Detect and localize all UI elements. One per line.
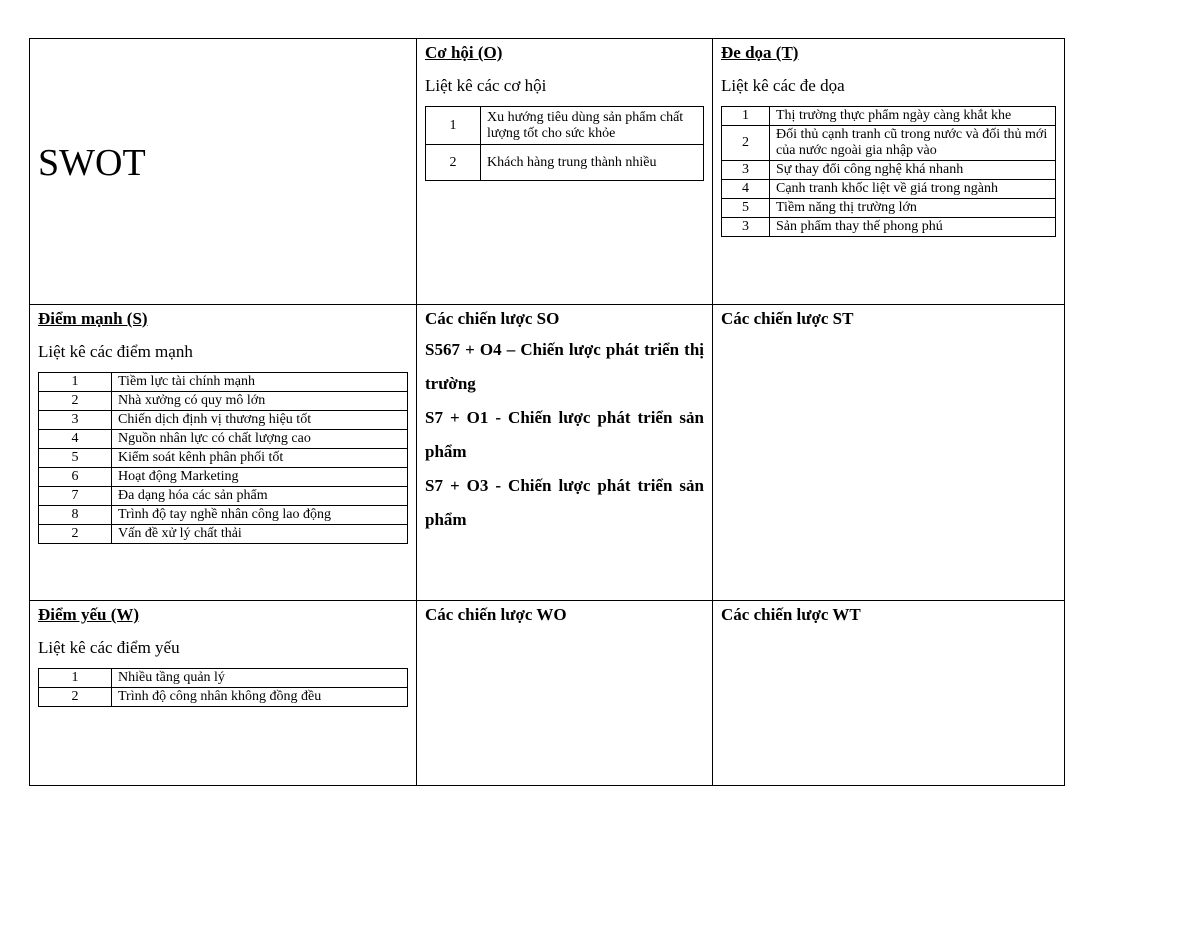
threats-heading: Đe dọa (T) xyxy=(721,43,799,62)
table-row xyxy=(39,669,408,688)
opportunities-cell xyxy=(417,39,713,305)
table-row xyxy=(39,525,408,544)
item-text: Nhà xưởng có quy mô lớn xyxy=(112,392,408,411)
table-row xyxy=(722,180,1056,199)
item-text: Đa dạng hóa các sản phẩm xyxy=(112,487,408,506)
table-row xyxy=(722,218,1056,237)
item-number: 3 xyxy=(722,161,770,180)
table-row xyxy=(39,468,408,487)
item-text: Thị trường thực phẩm ngày càng khắt khe xyxy=(770,107,1056,126)
strengths-cell xyxy=(30,305,417,601)
wt-heading: Các chiến lược WT xyxy=(721,605,861,624)
so-strategy-line: S7 + O3 - Chiến lược phát triển sản phẩm xyxy=(425,476,704,529)
item-number: 3 xyxy=(722,218,770,237)
item-number: 8 xyxy=(39,506,112,525)
item-text: Sản phẩm thay thế phong phú xyxy=(770,218,1056,237)
item-text: Kiểm soát kênh phân phối tốt xyxy=(112,449,408,468)
weaknesses-subheading: Liệt kê các điểm yếu xyxy=(38,638,180,657)
threats-subheading: Liệt kê các đe dọa xyxy=(721,76,845,95)
item-number: 2 xyxy=(39,688,112,707)
item-number: 5 xyxy=(39,449,112,468)
opportunities-heading: Cơ hội (O) xyxy=(425,43,503,62)
item-number: 2 xyxy=(39,392,112,411)
weaknesses-cell xyxy=(30,601,417,786)
st-heading: Các chiến lược ST xyxy=(721,309,854,328)
item-text: Xu hướng tiêu dùng sản phẩm chất lượng tốt cho sức khỏe xyxy=(481,107,704,145)
strengths-table xyxy=(38,372,408,544)
table-row xyxy=(39,449,408,468)
table-row xyxy=(39,411,408,430)
table-row xyxy=(426,107,704,145)
threats-cell xyxy=(713,39,1065,305)
so-strategy-list xyxy=(425,333,704,537)
opportunities-table xyxy=(425,106,704,181)
opportunities-subheading: Liệt kê các cơ hội xyxy=(425,76,547,95)
item-number: 7 xyxy=(39,487,112,506)
wo-strategies-cell xyxy=(417,601,713,786)
so-strategies-cell xyxy=(417,305,713,601)
table-row xyxy=(39,430,408,449)
item-text: Vấn đề xử lý chất thải xyxy=(112,525,408,544)
item-text: Tiềm lực tài chính mạnh xyxy=(112,373,408,392)
so-strategy-line: S7 + O1 - Chiến lược phát triển sản phẩm xyxy=(425,408,704,461)
swot-title: SWOT xyxy=(38,141,146,184)
table-row xyxy=(39,373,408,392)
weaknesses-heading: Điểm yếu (W) xyxy=(38,605,140,624)
table-row xyxy=(39,506,408,525)
item-text: Cạnh tranh khốc liệt về giá trong ngành xyxy=(770,180,1056,199)
item-number: 2 xyxy=(39,525,112,544)
table-row xyxy=(722,107,1056,126)
item-text: Nhiều tầng quản lý xyxy=(112,669,408,688)
item-number: 6 xyxy=(39,468,112,487)
wt-strategies-cell xyxy=(713,601,1065,786)
item-text: Đối thủ cạnh tranh cũ trong nước và đối thủ mới của nước ngoài gia nhập vào xyxy=(770,126,1056,161)
strengths-subheading: Liệt kê các điểm mạnh xyxy=(38,342,193,361)
so-heading: Các chiến lược SO xyxy=(425,309,560,328)
st-strategies-cell xyxy=(713,305,1065,601)
item-number: 1 xyxy=(426,107,481,145)
swot-matrix xyxy=(29,38,1065,786)
table-row xyxy=(722,161,1056,180)
threats-table xyxy=(721,106,1056,237)
item-number: 1 xyxy=(39,373,112,392)
item-text: Chiến dịch định vị thương hiệu tốt xyxy=(112,411,408,430)
item-number: 5 xyxy=(722,199,770,218)
item-number: 2 xyxy=(722,126,770,161)
item-text: Trình độ công nhân không đồng đều xyxy=(112,688,408,707)
item-number: 1 xyxy=(722,107,770,126)
item-text: Tiềm năng thị trường lớn xyxy=(770,199,1056,218)
item-number: 4 xyxy=(722,180,770,199)
table-row xyxy=(39,392,408,411)
strengths-heading: Điểm mạnh (S) xyxy=(38,309,148,328)
item-number: 2 xyxy=(426,145,481,181)
item-text: Sự thay đổi công nghệ khá nhanh xyxy=(770,161,1056,180)
table-row xyxy=(426,145,704,181)
wo-heading: Các chiến lược WO xyxy=(425,605,567,624)
item-text: Khách hàng trung thành nhiều xyxy=(481,145,704,181)
item-text: Trình độ tay nghề nhân công lao động xyxy=(112,506,408,525)
weaknesses-table xyxy=(38,668,408,707)
table-row xyxy=(722,126,1056,161)
item-text: Nguồn nhân lực có chất lượng cao xyxy=(112,430,408,449)
item-number: 1 xyxy=(39,669,112,688)
swot-title-cell xyxy=(30,39,417,305)
item-text: Hoạt động Marketing xyxy=(112,468,408,487)
item-number: 4 xyxy=(39,430,112,449)
so-strategy-line: S567 + O4 – Chiến lược phát triển thị trường xyxy=(425,340,704,393)
item-number: 3 xyxy=(39,411,112,430)
table-row xyxy=(39,487,408,506)
table-row xyxy=(722,199,1056,218)
table-row xyxy=(39,688,408,707)
